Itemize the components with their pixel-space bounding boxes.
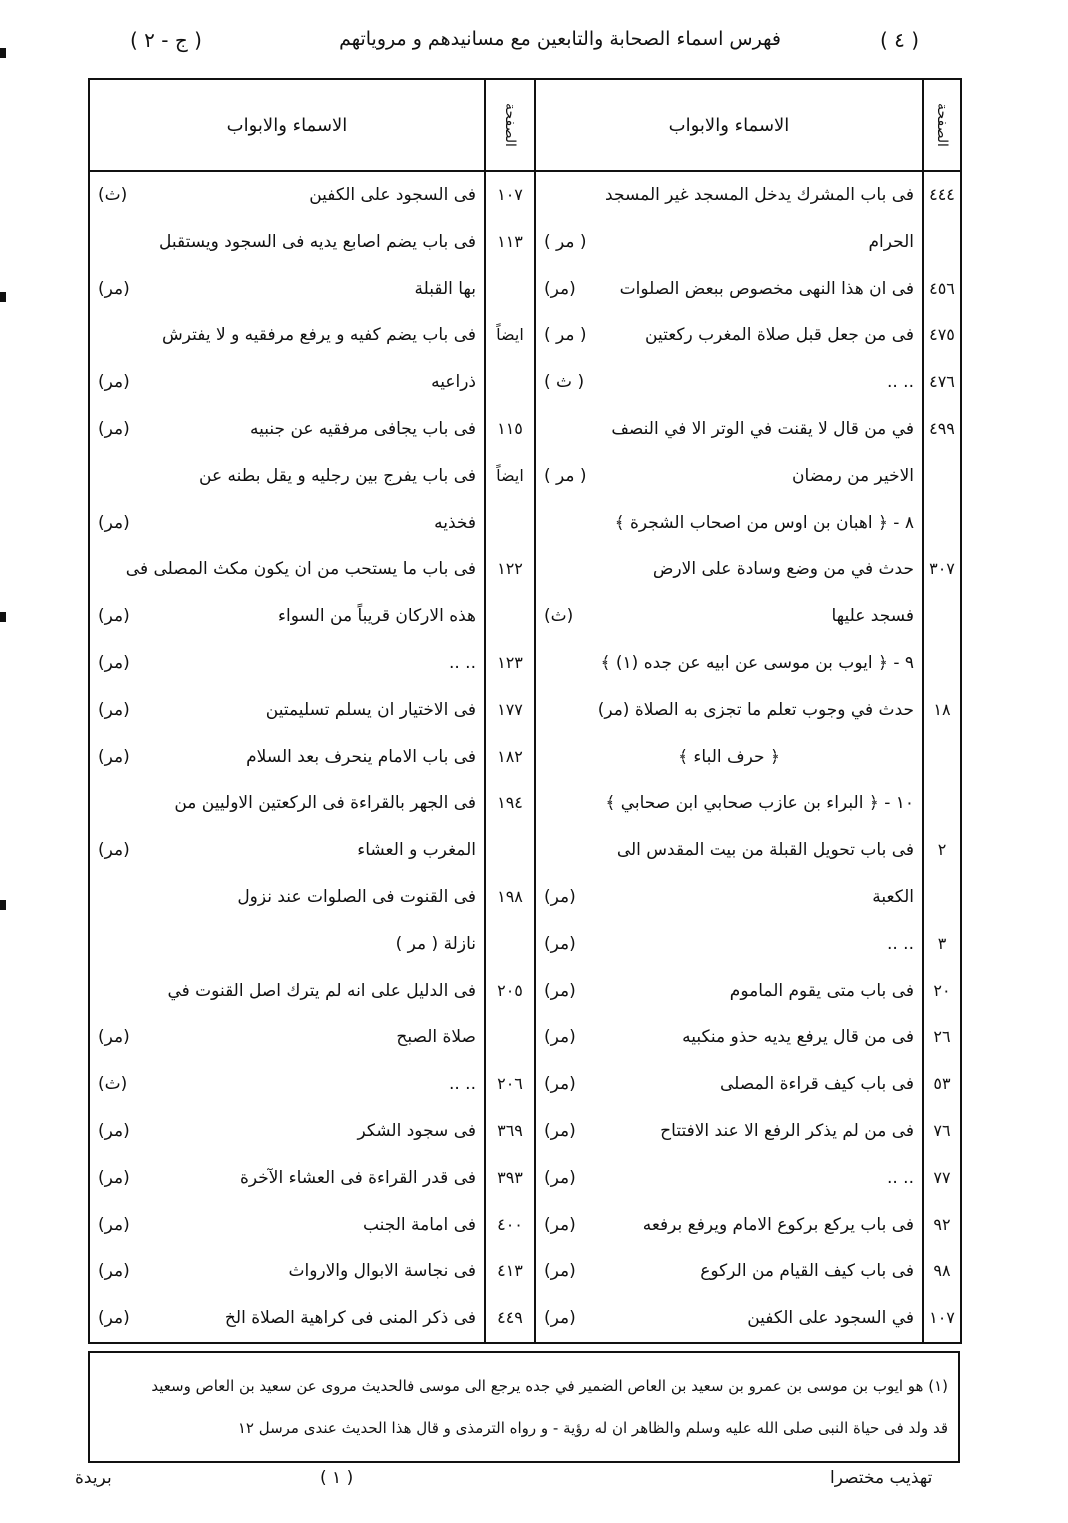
left-index-entry (90, 1295, 484, 1342)
right-index-entry (536, 640, 922, 687)
entry-text: فى باب متى يقوم الماموم (729, 980, 914, 1001)
source-tag: (مر) (544, 1074, 576, 1095)
footer-right: تهذيب مختصرا (830, 1468, 933, 1488)
left-names-column (89, 171, 485, 1343)
source-tag: (مر) (544, 278, 576, 299)
entry-text: فى قدر القراءة فى العشاء الآخرة (239, 1167, 476, 1188)
source-tag: (مر) (544, 980, 576, 1001)
left-page-number: ١٧٧ (497, 699, 523, 719)
source-tag: (مر) (98, 606, 130, 627)
left-index-entry (90, 687, 484, 734)
entry-text: في السجود على الكفين (747, 1308, 914, 1329)
entry-text: بها القبلة (414, 278, 476, 299)
entry-text: .. .. (886, 372, 914, 393)
left-page-number: ايضاً (496, 465, 524, 485)
entry-text: فى باب يركع بركوع الامام ويرفع برفعه (642, 1214, 914, 1235)
source-tag: (مر) (544, 933, 576, 954)
left-page-number: ١٩٤ (497, 793, 523, 813)
margin-mark (0, 612, 6, 622)
entry-text: ذراعيه (431, 372, 476, 393)
entry-text: فى السجود على الكفين (309, 185, 476, 205)
source-tag: (مر) (544, 1027, 576, 1048)
entry-text: فى الاختيار ان يسلم تسليمتين (265, 699, 476, 720)
left-index-entry (90, 172, 484, 219)
left-index-entry (90, 780, 484, 827)
left-index-entry (90, 406, 484, 453)
left-page-number (486, 359, 534, 406)
right-page-number: ٤٤٤ (929, 185, 955, 204)
entry-text: .. .. (448, 1074, 476, 1095)
source-tag: (مر) (544, 886, 576, 907)
entry-text: فى نجاسة الابوال والارواث (288, 1261, 476, 1282)
table-header-row (89, 79, 961, 171)
entry-text: فى ذكر المنى فى كراهية الصلاة الخ (224, 1308, 476, 1329)
right-page-number (924, 640, 960, 687)
left-page-number: ٢٠٥ (497, 980, 523, 1000)
source-tag: (مر) (98, 746, 130, 767)
source-tag: (مر) (98, 840, 130, 861)
right-index-entry (536, 219, 922, 266)
right-index-entry (536, 1248, 922, 1295)
left-index-entry (90, 1108, 484, 1155)
right-page-column (923, 171, 961, 1343)
left-page-number: ١١٥ (497, 418, 523, 438)
right-page-number: ٣ (937, 933, 947, 953)
source-tag: (مر) (98, 1120, 130, 1141)
entry-text: فى امامة الجنب (362, 1214, 476, 1235)
left-index-entry (90, 734, 484, 781)
entry-text: .. .. (886, 1167, 914, 1188)
left-page-number: ٢٠٦ (497, 1074, 523, 1094)
footnote-line-2: قد ولد فى حياة النبى صلى الله عليه وسلم والظاهر ان له رؤية - و رواه الترمذى و قال هذا الحديث عندى مرسل ١٢ (237, 1419, 948, 1437)
right-names-column (535, 171, 923, 1343)
right-page-number (924, 453, 960, 500)
source-tag: (مر) (98, 1167, 130, 1188)
right-index-entry (536, 687, 922, 734)
entry-text: فى باب تحويل القبلة من بيت المقدس الى (616, 840, 914, 861)
right-page-number: ٢ (937, 840, 947, 860)
right-index-entry (536, 406, 922, 453)
entry-text: هذه الاركان قريباً من السواء (278, 606, 476, 627)
left-index-entry (90, 968, 484, 1015)
entry-text: ٩ - ﴿ ايوب بن موسى عن ابيه عن جده (١) ﴾ (600, 652, 914, 673)
entry-text: فى سجود الشكر (357, 1120, 476, 1141)
right-index-entry (536, 1155, 922, 1202)
left-page-number: ١٢٢ (497, 559, 523, 579)
right-page-number: ١٠٧ (929, 1308, 955, 1328)
entry-text: فخذيه (434, 512, 476, 533)
left-page-number: ٤١٣ (497, 1261, 523, 1281)
left-index-entry (90, 500, 484, 547)
entry-text: فى باب يفرج بين رجليه و يقل بطنه عن (199, 465, 476, 486)
source-tag: ( ث ) (544, 372, 585, 393)
entry-text: المغرب و العشاء (357, 840, 476, 861)
right-page-number: ٩٨ (933, 1261, 951, 1281)
left-index-entry (90, 1061, 484, 1108)
left-page-number: ايضاً (496, 325, 524, 345)
right-names-header: الاسماء والابواب (535, 79, 923, 171)
right-page-number (924, 219, 960, 266)
left-index-entry (90, 1014, 484, 1061)
footnote (88, 1351, 960, 1463)
right-index-entry (536, 734, 922, 781)
right-index-entry (536, 1295, 922, 1342)
left-page-number: ١٠٧ (497, 185, 523, 204)
page-title: فهرس اسماء الصحابة والتابعين مع مسانيدهم و مروياتهم (339, 28, 781, 50)
footnote-line-1: (١) هو ايوب بن موسى بن عمرو بن سعيد بن العاص الضمير في جده يرجع الى موسى فالحديث مروى عن سعيد بن العاص وسعيد (151, 1377, 948, 1395)
source-tag: (مر) (98, 372, 130, 393)
right-index-entry (536, 172, 922, 219)
source-tag: (ث) (544, 606, 574, 627)
entry-text: الاخير من رمضان (791, 465, 914, 486)
right-index-entry (536, 1202, 922, 1249)
entry-text: فى باب المشرك يدخل المسجد غير المسجد (605, 185, 914, 205)
source-tag: (مر) (544, 1167, 576, 1188)
right-page-number: ١٨ (933, 699, 951, 719)
footer-left: بريدة (75, 1468, 112, 1488)
entry-text: فى ان هذا النهى مخصوص ببعض الصلوات (619, 278, 914, 299)
left-index-entry (90, 1155, 484, 1202)
entry-text: فى باب ما يستحب من ان يكون مكث المصلى فى (125, 559, 476, 580)
source-tag: (مر) (544, 1261, 576, 1282)
source-tag: (مر) (98, 652, 130, 673)
right-index-entry (536, 968, 922, 1015)
left-page-number (486, 827, 534, 874)
margin-mark (0, 292, 6, 302)
source-tag: (مر) (98, 1214, 130, 1235)
entry-text: فى القنوت فى الصلوات عند نزول (237, 886, 476, 907)
source-tag: ( مر ) (544, 325, 587, 346)
right-page-number: ٧٧ (933, 1167, 951, 1187)
source-tag: (مر) (98, 1027, 130, 1048)
left-index-entry (90, 312, 484, 359)
right-index-entry (536, 780, 922, 827)
left-index-entry (90, 453, 484, 500)
right-page-number: ٤٧٦ (929, 372, 955, 392)
footer-page-number: ( ١ ) (320, 1468, 354, 1488)
entry-text: صلاة الصبح (396, 1027, 476, 1048)
entry-text: فى باب يضم كفيه و يرفع مرفقيه و لا يفترش (161, 325, 476, 346)
right-index-entry (536, 546, 922, 593)
table-body-row (89, 171, 961, 1343)
entry-text: فى باب كيف قراءة المصلى (719, 1074, 914, 1095)
left-index-entry (90, 593, 484, 640)
left-page-number: ٤٠٠ (497, 1214, 523, 1234)
page-number-header: ( ٤ ) (880, 28, 920, 52)
entry-text: نازلة ( مر ) (395, 933, 476, 954)
right-page-number: ٤٧٥ (929, 325, 955, 345)
entry-text: في من قال لا يقنت في الوتر الا في النصف (611, 418, 914, 439)
entry-text: فى الجهر بالقراءة فى الركعتين الاوليين من (174, 793, 476, 814)
source-tag: (مر) (98, 1261, 130, 1282)
left-page-header: الصفحة (485, 79, 535, 171)
source-tag: (ث) (98, 185, 128, 205)
right-page-number: ٤٩٩ (929, 418, 955, 438)
source-tag: (ث) (98, 1074, 128, 1095)
right-index-entry (536, 453, 922, 500)
left-index-entry (90, 266, 484, 313)
left-index-entry (90, 1202, 484, 1249)
right-index-entry (536, 359, 922, 406)
entry-text: فى باب يجافى مرفقيه عن جنبيه (250, 418, 476, 439)
left-index-entry (90, 359, 484, 406)
margin-mark (0, 48, 6, 58)
right-page-number: ٤٥٦ (929, 278, 955, 298)
entry-text: ﴿ حرف الباء ﴾ (678, 746, 780, 767)
left-page-number: ١٩٨ (497, 886, 523, 906)
right-index-entry (536, 921, 922, 968)
left-page-number (486, 921, 534, 968)
left-index-entry (90, 219, 484, 266)
left-index-entry (90, 827, 484, 874)
left-index-entry (90, 640, 484, 687)
left-page-number: ١١٣ (497, 231, 523, 251)
right-page-number (924, 593, 960, 640)
right-page-number (924, 874, 960, 921)
source-tag: (مر) (544, 1120, 576, 1141)
entry-text: فى باب الامام ينحرف بعد السلام (246, 746, 476, 767)
source-tag: (مر) (98, 278, 130, 299)
source-tag: (مر) (98, 418, 130, 439)
entry-text: فسجد عليها (831, 606, 914, 627)
index-table (88, 78, 962, 1344)
source-tag: ( مر ) (544, 231, 587, 252)
entry-text: حدث في وجوب تعلم ما تجزى به الصلاة (مر) (597, 699, 914, 720)
source-tag: (مر) (98, 699, 130, 720)
source-tag: (مر) (98, 512, 130, 533)
source-tag: (مر) (544, 1308, 576, 1329)
left-page-column (485, 171, 535, 1343)
entry-text: ٨ - ﴿ اهبان بن اوس من اصحاب الشجرة ﴾ (614, 512, 914, 533)
entry-text: فى من لم يذكر الرفع الا عند الافتتاح (660, 1120, 914, 1141)
entry-text: فى من قال يرفع يديه حذو منكبيه (682, 1027, 914, 1048)
right-page-number (924, 734, 960, 781)
right-index-entry (536, 266, 922, 313)
left-page-number: ١٢٣ (497, 652, 523, 672)
entry-text: فى باب كيف القيام من الركوع (700, 1261, 914, 1282)
entry-text: الكعبة (872, 886, 914, 907)
right-index-entry (536, 1014, 922, 1061)
left-index-entry (90, 874, 484, 921)
margin-mark (0, 900, 6, 910)
left-index-entry (90, 1248, 484, 1295)
right-page-header: الصفحة (923, 79, 961, 171)
left-page-number: ٣٩٣ (497, 1167, 523, 1187)
left-page-number: ٣٦٩ (497, 1120, 523, 1140)
right-page-number: ٢٠ (933, 980, 951, 1000)
left-page-number (486, 1014, 534, 1061)
right-page-number (924, 780, 960, 827)
right-index-entry (536, 874, 922, 921)
entry-text: حدث في من وضع وسادة على الارض (652, 559, 914, 580)
left-names-header: الاسماء والابواب (89, 79, 485, 171)
source-tag: (مر) (544, 1214, 576, 1235)
right-page-number: ٣٠٧ (929, 559, 955, 579)
entry-text: الحرام (868, 231, 914, 252)
right-index-entry (536, 1108, 922, 1155)
right-index-entry (536, 500, 922, 547)
right-page-number: ٥٣ (933, 1074, 951, 1094)
entry-text: .. .. (448, 652, 476, 673)
right-page-number: ٩٢ (933, 1214, 951, 1234)
right-page-number (924, 500, 960, 547)
left-page-number (486, 500, 534, 547)
right-index-entry (536, 827, 922, 874)
entry-text: ١٠ - ﴿ البراء بن عازب صحابي ابن صحابي ﴾ (605, 793, 914, 814)
right-index-entry (536, 1061, 922, 1108)
right-page-number: ٧٦ (933, 1120, 951, 1140)
right-index-entry (536, 312, 922, 359)
left-page-number (486, 593, 534, 640)
left-page-number: ١٨٢ (497, 746, 523, 766)
left-page-number (486, 266, 534, 313)
source-tag: (مر) (98, 1308, 130, 1329)
entry-text: فى من جعل قبل صلاة المغرب ركعتين (645, 325, 914, 346)
left-index-entry (90, 921, 484, 968)
right-page-number: ٢٦ (933, 1027, 951, 1047)
entry-text: فى الدليل على انه لم يترك اصل القنوت في (167, 980, 476, 1001)
entry-text: فى باب يضم اصابع يديه فى السجود ويستقبل (159, 231, 476, 252)
volume-label: ( ج - ٢ ) (130, 28, 202, 52)
entry-text: .. .. (886, 933, 914, 954)
right-index-entry (536, 593, 922, 640)
left-index-entry (90, 546, 484, 593)
source-tag: ( مر ) (544, 465, 587, 486)
left-page-number: ٤٤٩ (497, 1308, 523, 1328)
